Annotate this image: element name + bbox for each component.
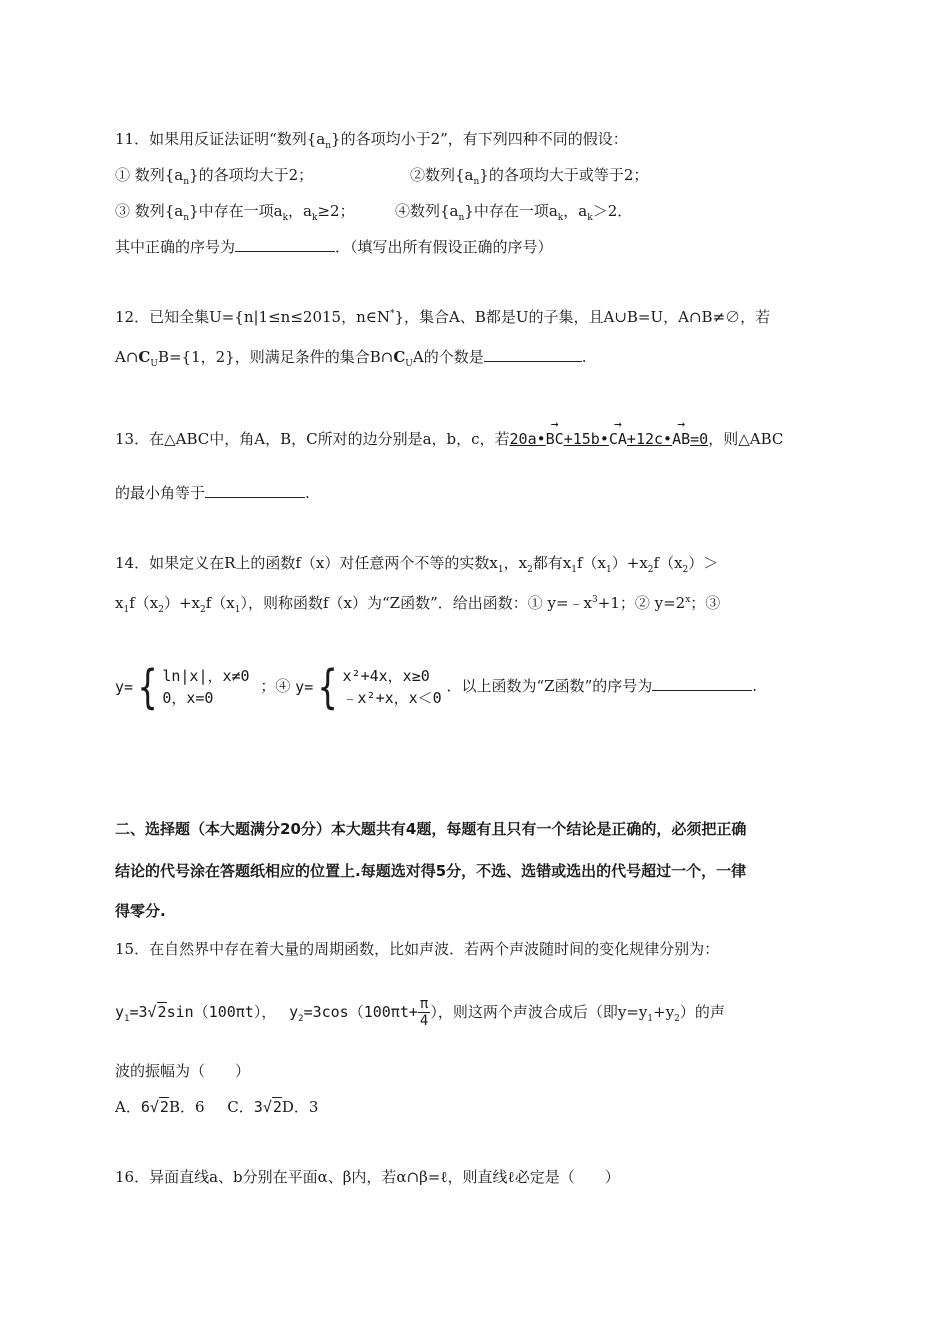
q11-option-3: ③ 数列$\{a_n\}$中存在一项$a_k$，$a_k\ge 2$；	[115, 202, 355, 223]
q12-line-2: $A\cap C_UB=\{1$，2}，则满足条件的集合$B\cap C_UA$的个数是 .	[115, 348, 587, 369]
q14-function-4: y= { x²+4x，x≥0 ﹣x²+x，x＜0	[295, 660, 442, 714]
q11-stem: 11．如果用反证法证明“数列$\{a_n\}$的各项均小于2”，有下列四种不同的假设：	[115, 130, 628, 151]
q11-option-4: ④数列$\{a_n\}$中存在一项$a_k$，$a_k>2$．	[395, 202, 633, 223]
q15-line-3: 波的振幅为（ ）	[115, 1062, 251, 1080]
q14-line-1: 14．如果定义在R上的函数f（x）对任意两个不等的实数$x_1$，$x_2$都有$x_1f(x_1)+x_2f(x_2)>$	[115, 554, 719, 575]
q13-answer-blank[interactable]	[205, 482, 305, 498]
q11-option-2: ②数列$\{a_n\}$的各项均大于或等于2；	[410, 166, 649, 187]
q14-answer-blank[interactable]	[652, 675, 752, 691]
q15-formula-y2: $y_2=3\cos(100\pi t+$ $\frac{\pi}{4}$ ）	[289, 996, 438, 1029]
q16-line-1: 16．异面直线a、b分别在平面α、β内，若α∩β=ℓ，则直线ℓ必定是（ ）	[115, 1168, 620, 1186]
section-2-heading-line-1: 二、选择题（本大题满分20分）本大题共有4题，每题有且只有一个结论是正确的，必须把正确	[115, 820, 747, 838]
q11-answer-line: 其中正确的序号为 ．（填写出所有假设正确的序号）	[115, 238, 553, 256]
q11-option-1: ① 数列$\{a_n\}$的各项均大于2；	[115, 166, 314, 187]
q15-option-d[interactable]: D．3	[281, 1098, 319, 1116]
q15-line-2: $y_1=3√2\sin(100\pi t)$， $y_2=3\cos(100\pi t+$ $\frac{\pi}{4}$ ），则这两个声波合成后（即$y=y_1+y_2$）的声	[115, 996, 725, 1029]
section-2-heading-line-2: 结论的代号涂在答题纸相应的位置上.每题选对得5分，不选、选错或选出的代号超过一个，一律	[115, 862, 747, 880]
q15-option-b[interactable]: B．6	[168, 1098, 205, 1116]
q15-option-c[interactable]: C．3√2	[227, 1098, 282, 1116]
q15-options	[115, 1096, 318, 1117]
q15-formula-y1: $y_1=3√2\sin(100\pi t)$，	[115, 1003, 277, 1024]
q14-line-2: $x_1f(x_2)+x_2f(x_1)$，则称函数f（x）为“Z函数”．给出函数：① $y=﹣x^3+1$；② $y=2^x$；③	[115, 594, 721, 615]
q14-function-3: y= { ln|x|，x≠0 0，x=0	[115, 660, 250, 714]
q14-line-3: y= { ln|x|，x≠0 0，x=0 ；④ y= { x²+4x，x≥0 ﹣x²+x，x＜0 ．以上函数为“Z函数”的序号为 .	[115, 660, 758, 714]
q13-vector-equation: 20a•→ BC+15b•→ CA+12c•→ AB=0	[510, 430, 709, 448]
q13-line-1: 13．在△ABC中，角A，B，C所对的边分别是a，b，c，若20a•→ BC+15b•→ CA+12c•→ AB=0，则△ABC	[115, 428, 783, 449]
q12-line-1: 12．已知全集U={n|1≤n≤2015，n∈N*}，集合A、B都是U的子集，且A∪B=U，A∩B≠∅，若	[115, 308, 771, 326]
section-2-heading-line-3: 得零分.	[115, 902, 166, 920]
q13-line-2: 的最小角等于 .	[115, 484, 310, 502]
q12-answer-blank[interactable]	[484, 346, 582, 362]
q15-line-1: 15．在自然界中存在着大量的周期函数，比如声波．若两个声波随时间的变化规律分别为：	[115, 940, 720, 958]
q15-option-a[interactable]: A．6√2	[115, 1098, 169, 1116]
q11-answer-blank[interactable]	[235, 236, 335, 252]
